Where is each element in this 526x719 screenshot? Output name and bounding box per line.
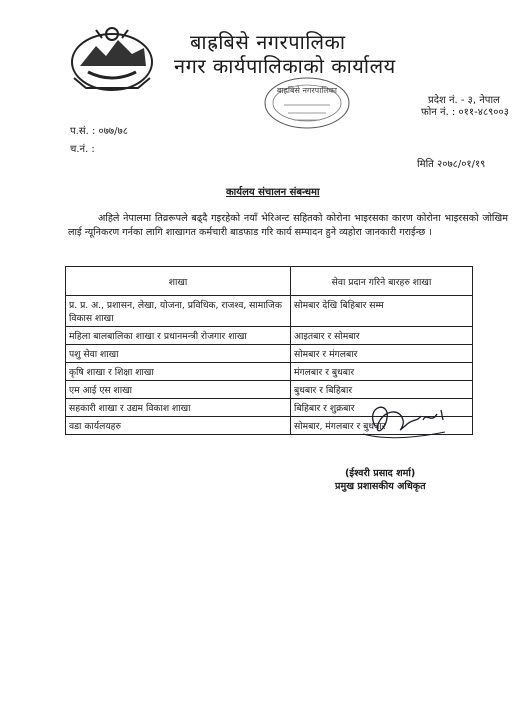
days-cell: बिहिबार र शुक्रबार — [291, 399, 473, 417]
branch-cell: पशु सेवा शाखा — [66, 345, 291, 363]
branch-cell: कृषि शाखा र शिक्षा शाखा — [66, 363, 291, 381]
branch-cell: एम आई एस शाखा — [66, 381, 291, 399]
stamp-text: बाह्रबिसे नगरपालिका — [276, 86, 338, 95]
days-cell: मंगलबार र बुधबार — [291, 363, 473, 381]
days-cell: सोमबार र मंगलबार — [291, 345, 473, 363]
municipality-name: बाह्रबिसे नगरपालिका — [190, 30, 346, 54]
office-name: नगर कार्यपालिकाको कार्यालय — [174, 54, 396, 78]
header-service-days: सेवा प्रदान गरिने बारहरु शाखा — [291, 267, 473, 296]
branch-cell: प्र. प्र. अ., प्रशासन, लेखा, योजना, प्रविधिक, राजश्व, सामाजिक विकास शाखा — [66, 296, 291, 327]
table-header-row — [66, 267, 473, 296]
days-cell: सोमबार देखि बिहिबार सम्म — [291, 296, 473, 327]
dispatch-number: च.नं. : — [70, 144, 95, 155]
signer-title: प्रमुख प्रशासकीय अधिकृत — [335, 481, 426, 492]
province-text: प्रदेश नं. - ३, नेपाल — [428, 95, 500, 106]
reference-number: प.सं. : ०७७/७८ — [70, 126, 128, 137]
signature-icon — [345, 396, 465, 446]
table-row — [66, 296, 473, 327]
table-row — [66, 345, 473, 363]
days-cell: सोमबार, मंगलबार र बुधबार — [291, 417, 473, 435]
nepal-emblem-icon — [66, 22, 158, 94]
body-paragraph: अहिले नेपालमा तिव्ररूपले बढ्दै गइरहेको नयाँ भेरिअन्ट सहितको कोरोना भाइरसका कारण कोरोना भाइरसको जोखिम लाई न्यूनिकरण गर्नका लागि शाखागत कर्मचारी बाडफाड गरि कार्य सम्पादन हुने व्यहोरा जानकारी गराईन्छ । — [68, 213, 508, 238]
days-cell: आइतबार र सोमबार — [291, 327, 473, 345]
header-branch: शाखा — [66, 267, 291, 296]
subject-line: कार्यलय संचालन संबन्धमा — [226, 187, 320, 198]
branch-cell: वडा कार्यलयहरु — [66, 417, 291, 435]
days-cell: बुधबार र बिहिबार — [291, 381, 473, 399]
table-row — [66, 327, 473, 345]
table-row — [66, 363, 473, 381]
office-stamp-icon — [262, 75, 352, 131]
branch-cell: महिला बालबालिका शाखा र प्रधानमन्त्री रोजगार शाखा — [66, 327, 291, 345]
signer-name: (ईश्वरी प्रसाद शर्मा) — [345, 468, 416, 479]
letter-date: मिति २०७८/०१/१९ — [417, 159, 486, 170]
phone-text: फोन नं. : ०११-४८९००३ — [421, 107, 509, 118]
branch-cell: सहकारी शाखा र उद्यम विकाश शाखा — [66, 399, 291, 417]
